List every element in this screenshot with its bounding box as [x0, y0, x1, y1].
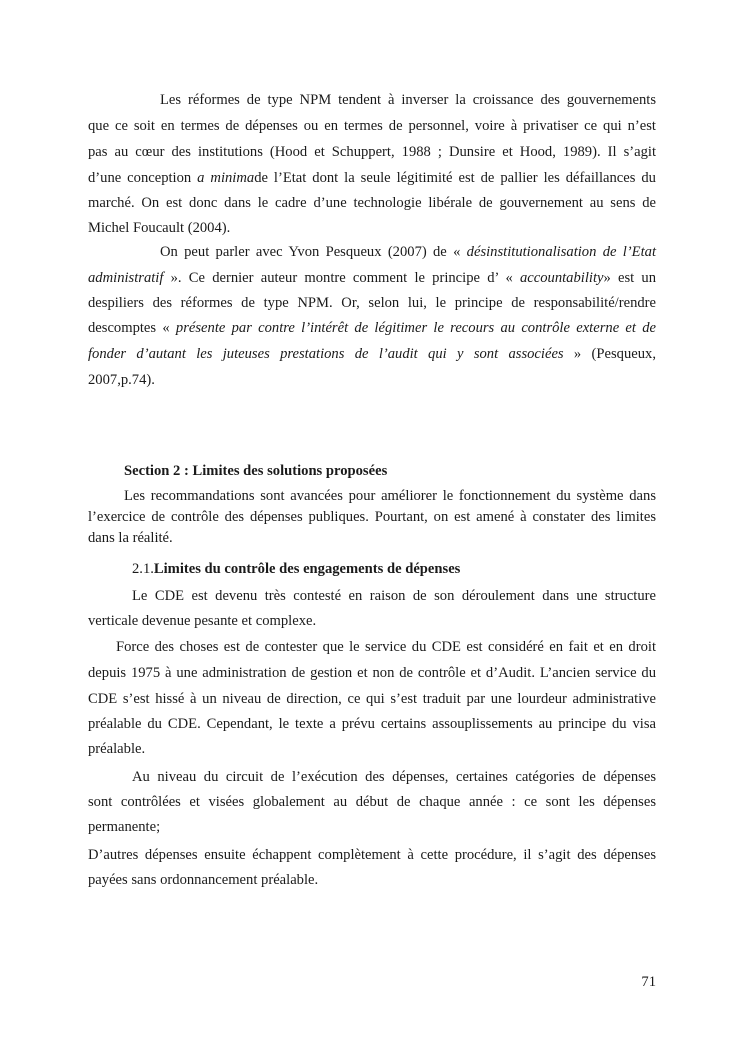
text-line: [160, 243, 656, 261]
text-line: [124, 487, 656, 505]
text-segment: verticale devenue pesante et complexe.: [88, 613, 317, 629]
text-segment: On peut parler avec Yvon Pesqueux (2007) de «: [160, 244, 467, 260]
text-line: [88, 664, 656, 682]
text-line: [88, 169, 656, 187]
italic-text: a minima: [197, 170, 255, 186]
text-segment: l’exercice de contrôle des dépenses publiques. Pourtant, on est amené à constater des limites: [88, 509, 656, 525]
text-segment: » est un: [603, 270, 656, 286]
text-segment: marché. On est donc dans le cadre d’une technologie libérale de gouvernement au sens de: [88, 195, 656, 211]
text-segment: préalable du CDE. Cependant, le texte a prévu certains assouplissements au principe du visa: [88, 716, 656, 732]
text-line: [88, 194, 656, 212]
text-line: [132, 587, 656, 605]
text-line: [88, 818, 656, 836]
text-line: [88, 529, 656, 547]
text-segment: D’autres dépenses ensuite échappent complètement à cette procédure, il s’agit des dépenses: [88, 847, 656, 863]
text-line: [88, 740, 656, 758]
text-line: [88, 294, 656, 312]
text-segment: Michel Foucault (2004).: [88, 220, 231, 236]
text-line: [88, 793, 656, 811]
text-segment: 2.1.: [132, 561, 154, 577]
text-line: [88, 319, 656, 337]
text-line: [88, 371, 656, 389]
text-line: [88, 871, 656, 889]
text-line: [88, 846, 656, 864]
section-heading: [124, 462, 656, 480]
text-segment: Le CDE est devenu très contesté en raison de son déroulement dans une structure: [132, 588, 656, 604]
text-segment: CDE s’est hissé à un niveau de direction, ce qui s’est traduit par une lourdeur administrative: [88, 691, 656, 707]
italic-text: administratif: [88, 270, 164, 286]
text-line: [132, 768, 656, 786]
text-line: [88, 219, 656, 237]
text-line: [88, 269, 656, 287]
text-segment: 2007,p.74).: [88, 372, 155, 388]
text-segment: pas au cœur des institutions (Hood et Schuppert, 1988 ; Dunsire et Hood, 1989). Il s’agit: [88, 144, 656, 160]
italic-text: présente par contre l’intérêt de légitimer le recours au contrôle externe et de: [175, 320, 656, 336]
italic-text: accountability: [519, 270, 604, 286]
text-line: [88, 345, 656, 363]
text-segment: Force des choses est de contester que le service du CDE est considéré en fait et en droit: [116, 639, 656, 655]
text-segment: » (Pesqueux,: [563, 346, 656, 362]
text-segment: d’une conception: [88, 170, 198, 186]
text-line: [88, 690, 656, 708]
text-line: [116, 638, 656, 656]
text-segment: permanente;: [88, 819, 161, 835]
text-line: [88, 117, 656, 135]
bold-text: Section 2 : Limites des solutions proposées: [124, 463, 388, 479]
text-segment: sont contrôlées et visées globalement au début de chaque année : ce sont les dépenses: [88, 794, 656, 810]
italic-text: désinstitutionalisation de l’Etat: [466, 244, 656, 260]
text-segment: despiliers des réformes de type NPM. Or, selon lui, le principe de responsabilité/rendre: [88, 295, 656, 311]
text-segment: Les réformes de type NPM tendent à inverser la croissance des gouvernements: [160, 92, 656, 108]
text-segment: Au niveau du circuit de l’exécution des dépenses, certaines catégories de dépenses: [132, 769, 656, 785]
text-segment: que ce soit en termes de dépenses ou en termes de personnel, voire à privatiser ce qui n’est: [88, 118, 656, 134]
text-segment: de l’Etat dont la seule légitimité est de pallier les défaillances du: [254, 170, 656, 186]
text-segment: Les recommandations sont avancées pour améliorer le fonctionnement du système dans: [124, 488, 656, 504]
text-segment: depuis 1975 à une administration de gestion et non de contrôle et d’Audit. L’ancien service du: [88, 665, 656, 681]
text-line: [160, 91, 656, 109]
text-line: [88, 143, 656, 161]
text-segment: préalable.: [88, 741, 146, 757]
italic-text: fonder d’autant les juteuses prestations de l’audit qui y sont associées: [88, 346, 564, 362]
text-line: [88, 715, 656, 733]
text-segment: descomptes «: [88, 320, 176, 336]
text-segment: payées sans ordonnancement préalable.: [88, 872, 319, 888]
text-segment: dans la réalité.: [88, 530, 173, 546]
text-line: [88, 612, 656, 630]
text-line: [88, 508, 656, 526]
bold-text: Limites du contrôle des engagements de dépenses: [153, 561, 461, 577]
text-segment: ». Ce dernier auteur montre comment le principe d’ «: [163, 270, 520, 286]
page-number: 71: [641, 974, 656, 990]
subsection-heading: [132, 560, 656, 578]
